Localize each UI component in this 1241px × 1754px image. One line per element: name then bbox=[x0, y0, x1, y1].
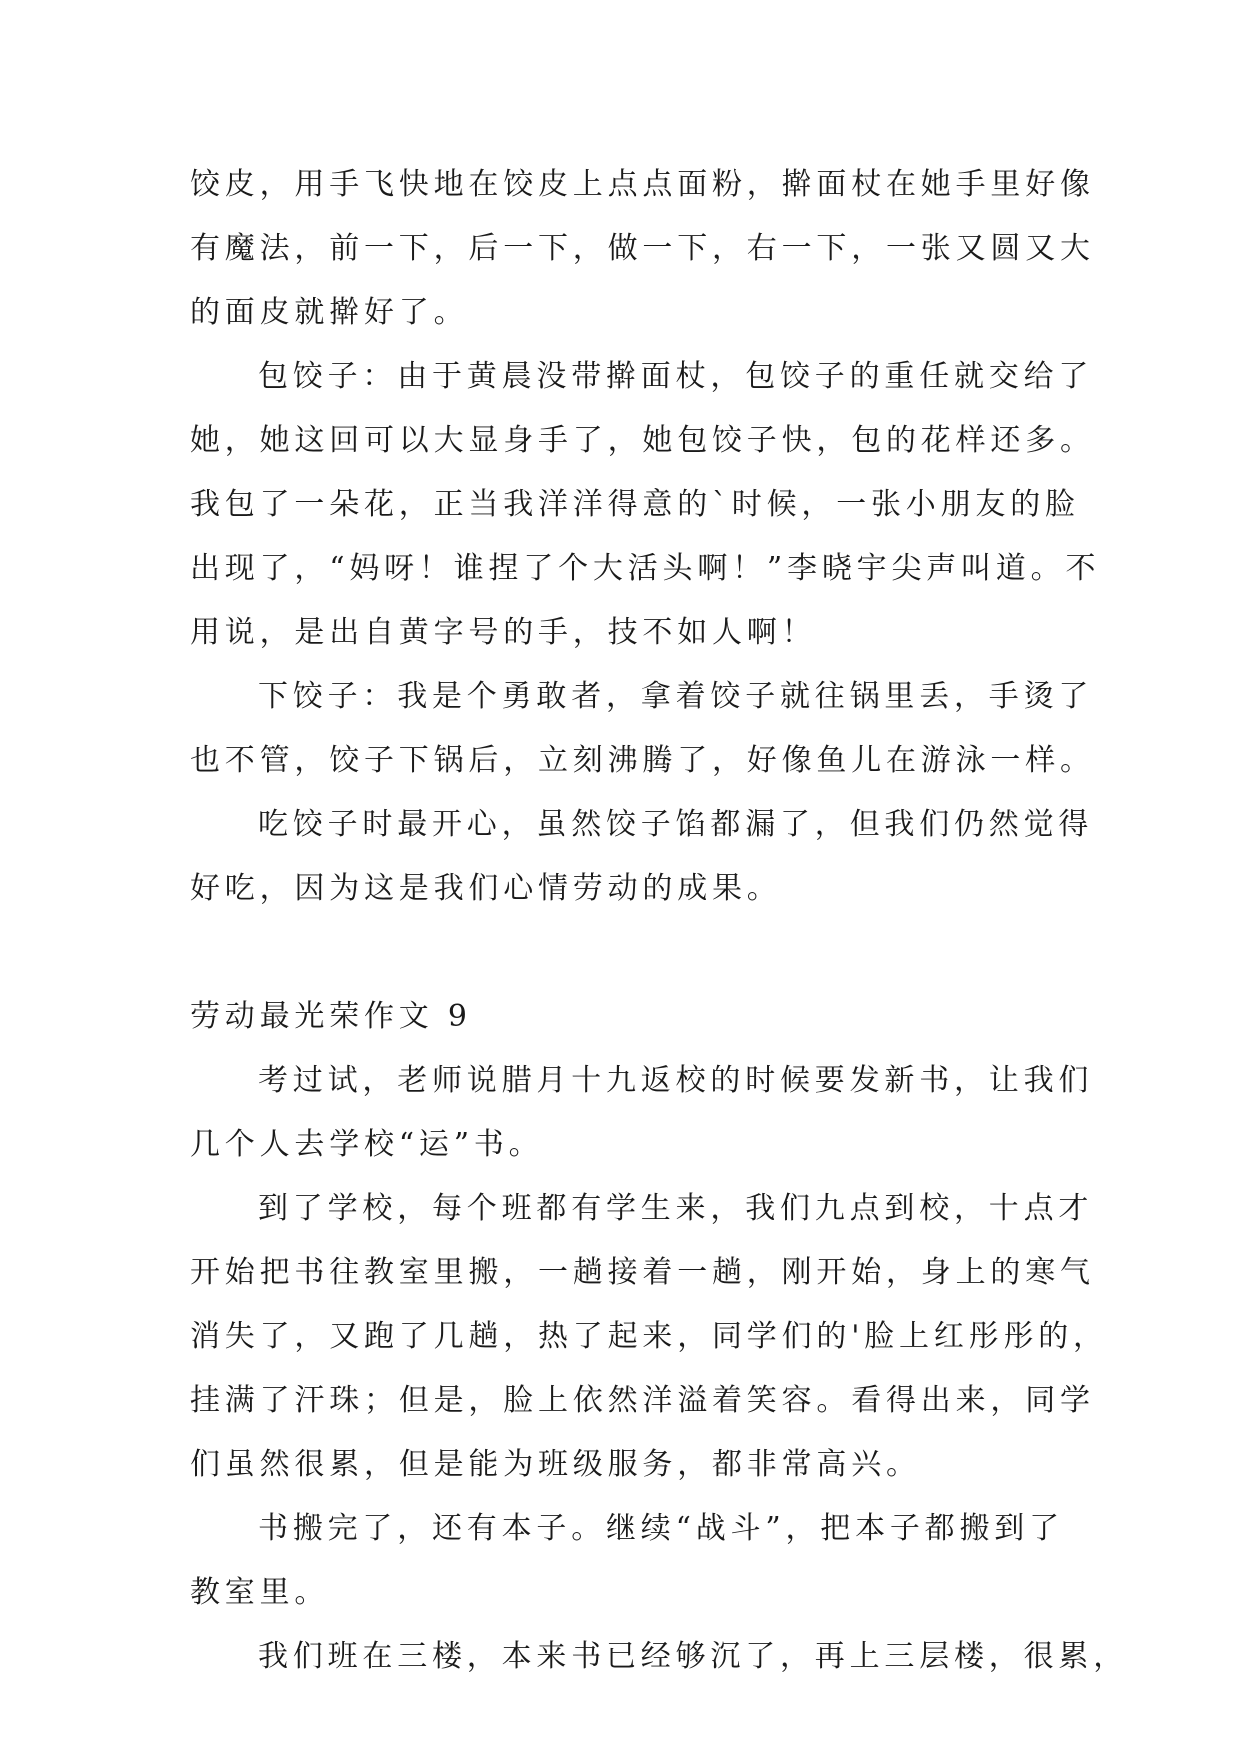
text-line: 也不管，饺子下锅后，立刻沸腾了，好像鱼儿在游泳一样。 bbox=[190, 743, 1095, 778]
text-line: 她，她这回可以大显身手了，她包饺子快，包的花样还多。 bbox=[190, 423, 1095, 458]
text-line: 饺皮，用手飞快地在饺皮上点点面粉，擀面杖在她手里好像 bbox=[190, 167, 1095, 202]
text-line: 用说，是出自黄字号的手，技不如人啊！ bbox=[190, 615, 817, 650]
text-line: 我包了一朵花，正当我洋洋得意的`时候，一张小朋友的脸 bbox=[190, 487, 1080, 522]
text-line: 有魔法，前一下，后一下，做一下，右一下，一张又圆又大 bbox=[190, 231, 1095, 266]
paragraph-start: 书搬完了，还有本子。继续“战斗”，把本子都搬到了 bbox=[258, 1511, 1064, 1546]
section-heading: 劳动最光荣作文 9 bbox=[190, 999, 472, 1034]
paragraph-start: 吃饺子时最开心，虽然饺子馅都漏了，但我们仍然觉得 bbox=[258, 807, 1094, 842]
document-body bbox=[190, 153, 1128, 1689]
paragraph-start: 我们班在三楼，本来书已经够沉了，再上三层楼，很累， bbox=[258, 1639, 1128, 1674]
paragraph-start: 下饺子：我是个勇敢者，拿着饺子就往锅里丢，手烫了 bbox=[258, 679, 1094, 714]
text-line: 出现了，“妈呀！谁捏了个大活头啊！”李晓宇尖声叫道。不 bbox=[190, 551, 1101, 586]
paragraph-start: 到了学校，每个班都有学生来，我们九点到校，十点才 bbox=[258, 1191, 1094, 1226]
text-line: 消失了，又跑了几趟，热了起来，同学们的'脸上红彤彤的， bbox=[190, 1319, 1108, 1354]
section-gap bbox=[190, 921, 1070, 985]
paragraph-start: 包饺子：由于黄晨没带擀面杖，包饺子的重任就交给了 bbox=[258, 359, 1094, 394]
text-line: 的面皮就擀好了。 bbox=[190, 295, 469, 330]
text-line: 好吃，因为这是我们心情劳动的成果。 bbox=[190, 871, 782, 906]
text-line: 们虽然很累，但是能为班级服务，都非常高兴。 bbox=[190, 1447, 921, 1482]
text-line: 教室里。 bbox=[190, 1575, 330, 1610]
paragraph-start: 考过试，老师说腊月十九返校的时候要发新书，让我们 bbox=[258, 1063, 1094, 1098]
text-line: 几个人去学校“运”书。 bbox=[190, 1127, 544, 1162]
text-line: 挂满了汗珠；但是，脸上依然洋溢着笑容。看得出来，同学 bbox=[190, 1383, 1095, 1418]
text-line: 开始把书往教室里搬，一趟接着一趟，刚开始，身上的寒气 bbox=[190, 1255, 1095, 1290]
